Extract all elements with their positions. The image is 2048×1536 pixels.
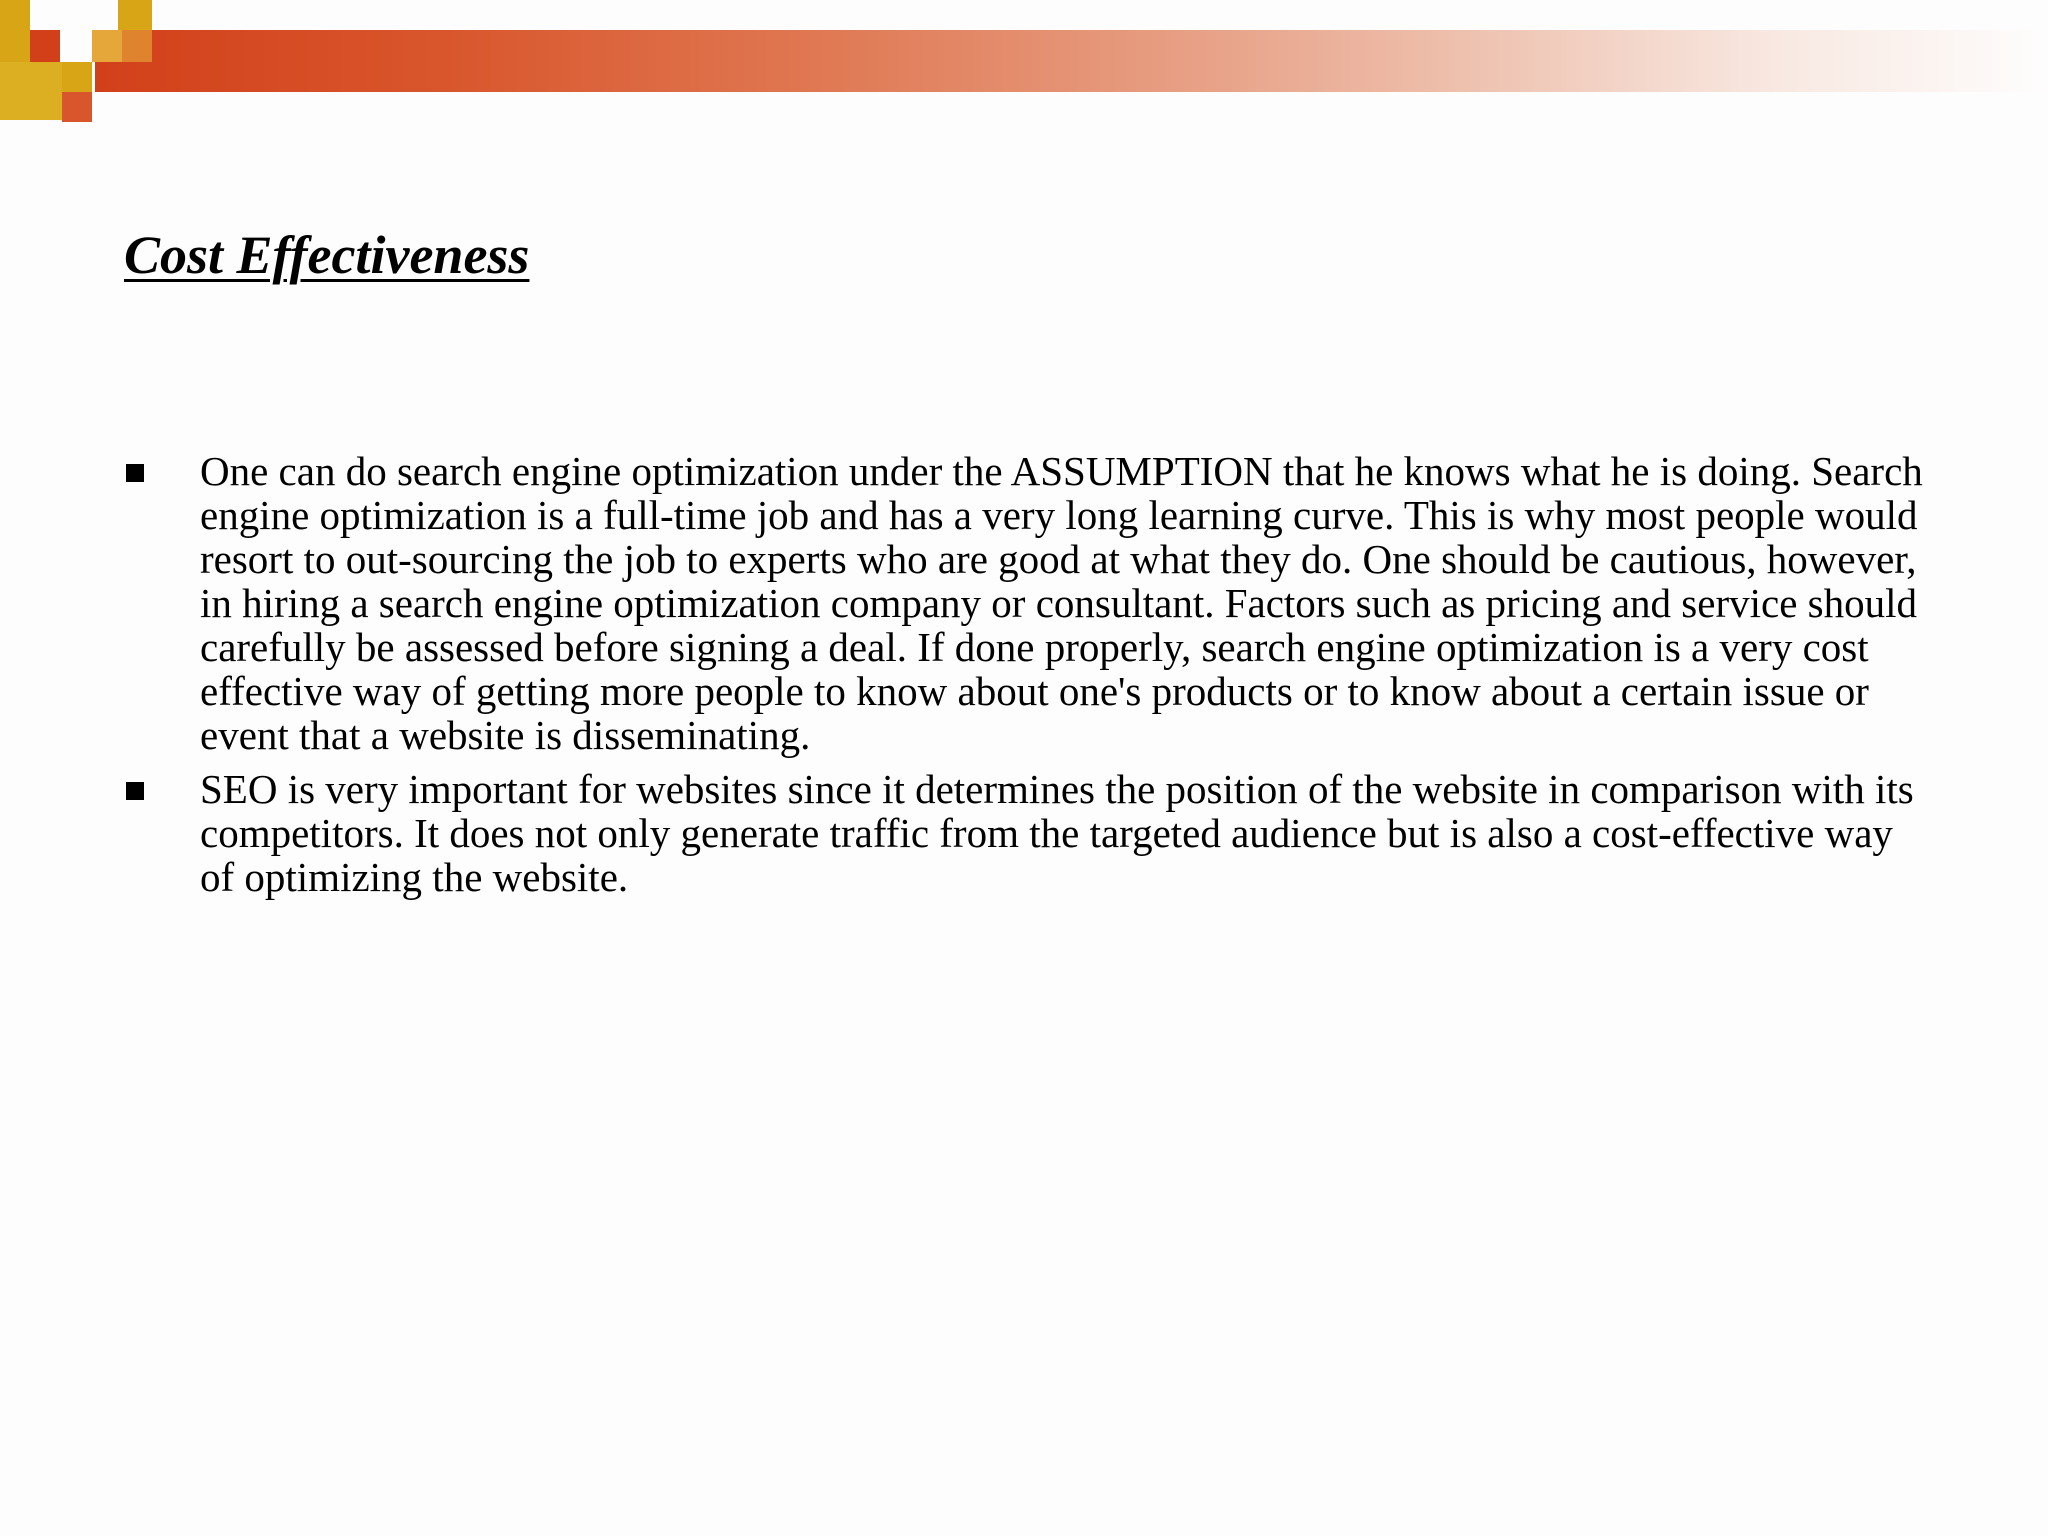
bullet-item — [124, 767, 1934, 899]
header-gradient-bar — [95, 30, 2048, 92]
decorative-square — [92, 30, 122, 62]
decorative-square — [62, 92, 92, 122]
bullet-text: One can do search engine optimization under the ASSUMPTION that he knows what he is doing. Search engine optimization is a full-time job and has a very long learning curve. This is why most people would resort to out-sourcing the job to experts who are good at what they do. One should be cautious, however, in hiring a search engine optimization company or consultant. Factors such as pricing and service should carefully be assessed before signing a deal. If done properly, search engine optimization is a very cost effective way of getting more people to know about one's products or to know about a certain issue or event that a website is disseminating. — [200, 448, 1923, 758]
square-bullet-icon — [126, 464, 144, 482]
decorative-square — [122, 30, 152, 62]
decorative-square — [118, 0, 152, 30]
bullet-text: SEO is very important for websites since it determines the position of the website in comparison with its competitors. It does not only generate traffic from the targeted audience but is also a cost-effective way of optimizing the website. — [200, 766, 1914, 900]
bullet-item — [124, 449, 1934, 757]
square-bullet-icon — [126, 782, 144, 800]
decorative-square — [62, 62, 92, 92]
decorative-square — [30, 30, 60, 62]
decorative-square — [0, 62, 62, 120]
slide-title: Cost Effectiveness — [124, 225, 530, 285]
bullet-list — [124, 449, 1934, 909]
